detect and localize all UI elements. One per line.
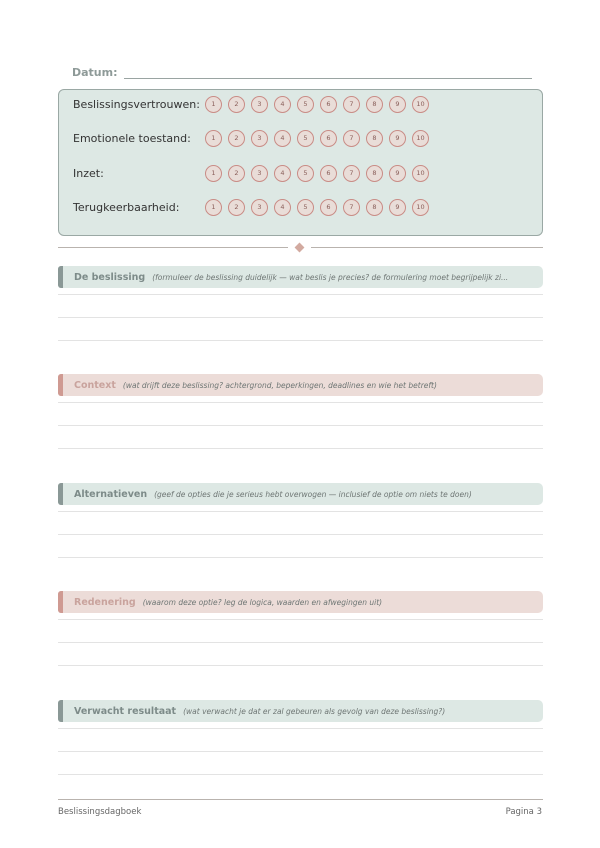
scale-option-6[interactable]: 6 [320,96,337,113]
scale-options [205,199,429,216]
section-title: Alternatieven [74,488,148,500]
section-hint: (waarom deze optie? leg de logica, waarden en afwegingen uit) [142,597,383,607]
section-accent [58,591,63,613]
section-accent [58,374,63,396]
scale-option-9[interactable]: 9 [389,165,406,182]
scale-label: Terugkeerbaarheid: [73,200,180,214]
section-title: De beslissing [74,271,146,283]
scale-option-1[interactable]: 1 [205,165,222,182]
writing-line[interactable] [58,511,543,512]
scale-option-9[interactable]: 9 [389,130,406,147]
scale-option-2[interactable]: 2 [228,199,245,216]
scale-option-1[interactable]: 1 [205,199,222,216]
scale-option-9[interactable]: 9 [389,199,406,216]
scale-option-3[interactable]: 3 [251,165,268,182]
scale-options [205,165,429,182]
scale-row [73,95,429,113]
section-5 [58,700,543,722]
scale-option-6[interactable]: 6 [320,199,337,216]
scale-option-6[interactable]: 6 [320,130,337,147]
scale-option-8[interactable]: 8 [366,96,383,113]
writing-line[interactable] [58,665,543,666]
scale-label: Inzet: [73,166,104,180]
scale-option-4[interactable]: 4 [274,130,291,147]
section-accent [58,266,63,288]
writing-line[interactable] [58,448,543,449]
section-4 [58,591,543,613]
scale-row [73,198,429,216]
footer-rule [58,799,543,800]
section-title: Verwacht resultaat [74,705,177,717]
section-hint: (wat drijft deze beslissing? achtergrond, beperkingen, deadlines en wie het betreft) [122,380,437,390]
scale-option-7[interactable]: 7 [343,165,360,182]
scale-option-2[interactable]: 2 [228,130,245,147]
scale-option-4[interactable]: 4 [274,165,291,182]
rating-scales-panel [58,89,543,236]
scale-option-2[interactable]: 2 [228,165,245,182]
scale-option-6[interactable]: 6 [320,165,337,182]
section-title: Redenering [74,596,136,608]
writing-line[interactable] [58,534,543,535]
scale-option-7[interactable]: 7 [343,130,360,147]
scale-option-10[interactable]: 10 [412,130,429,147]
writing-line[interactable] [58,557,543,558]
date-row [72,62,532,80]
scale-option-3[interactable]: 3 [251,199,268,216]
writing-line[interactable] [58,619,543,620]
scale-option-5[interactable]: 5 [297,130,314,147]
scale-option-4[interactable]: 4 [274,199,291,216]
writing-line[interactable] [58,317,543,318]
writing-line[interactable] [58,642,543,643]
scale-label: Beslissingsvertrouwen: [73,97,200,111]
scale-option-8[interactable]: 8 [366,199,383,216]
scale-option-10[interactable]: 10 [412,165,429,182]
section-header [58,700,543,722]
scale-option-10[interactable]: 10 [412,96,429,113]
scale-option-2[interactable]: 2 [228,96,245,113]
scale-row [73,129,429,147]
scale-option-7[interactable]: 7 [343,199,360,216]
writing-line[interactable] [58,425,543,426]
section-accent [58,700,63,722]
section-1 [58,266,543,288]
writing-line[interactable] [58,402,543,403]
scale-row [73,164,429,182]
section-hint: (formuleer de beslissing duidelijk — wat beslis je precies? de formulering moet begrijpelijk zi... [152,272,509,282]
scale-label: Emotionele toestand: [73,131,191,145]
section-title: Context [74,379,116,391]
scale-option-1[interactable]: 1 [205,96,222,113]
section-header [58,266,543,288]
scale-option-10[interactable]: 10 [412,199,429,216]
writing-line[interactable] [58,751,543,752]
section-divider [58,243,543,253]
diamond-ornament-icon [295,243,305,253]
writing-line[interactable] [58,294,543,295]
scale-options [205,130,429,147]
scale-option-4[interactable]: 4 [274,96,291,113]
scale-option-1[interactable]: 1 [205,130,222,147]
scale-option-9[interactable]: 9 [389,96,406,113]
scale-option-5[interactable]: 5 [297,96,314,113]
scale-option-3[interactable]: 3 [251,130,268,147]
scale-option-3[interactable]: 3 [251,96,268,113]
section-accent [58,483,63,505]
date-label: Datum: [72,66,118,79]
section-header [58,483,543,505]
date-field[interactable] [124,65,532,79]
section-header [58,591,543,613]
section-2 [58,374,543,396]
scale-option-7[interactable]: 7 [343,96,360,113]
scale-option-5[interactable]: 5 [297,165,314,182]
scale-option-8[interactable]: 8 [366,165,383,182]
writing-line[interactable] [58,728,543,729]
page-number: Pagina 3 [505,807,542,817]
footer-title: Beslissingsdagboek [58,807,142,817]
writing-line[interactable] [58,340,543,341]
section-header [58,374,543,396]
writing-line[interactable] [58,774,543,775]
section-hint: (geef de opties die je serieus hebt overwogen — inclusief de optie om niets te doen) [154,489,472,499]
scale-option-8[interactable]: 8 [366,130,383,147]
section-hint: (wat verwacht je dat er zal gebeuren als gevolg van deze beslissing?) [183,706,446,716]
section-3 [58,483,543,505]
scale-options [205,96,429,113]
scale-option-5[interactable]: 5 [297,199,314,216]
